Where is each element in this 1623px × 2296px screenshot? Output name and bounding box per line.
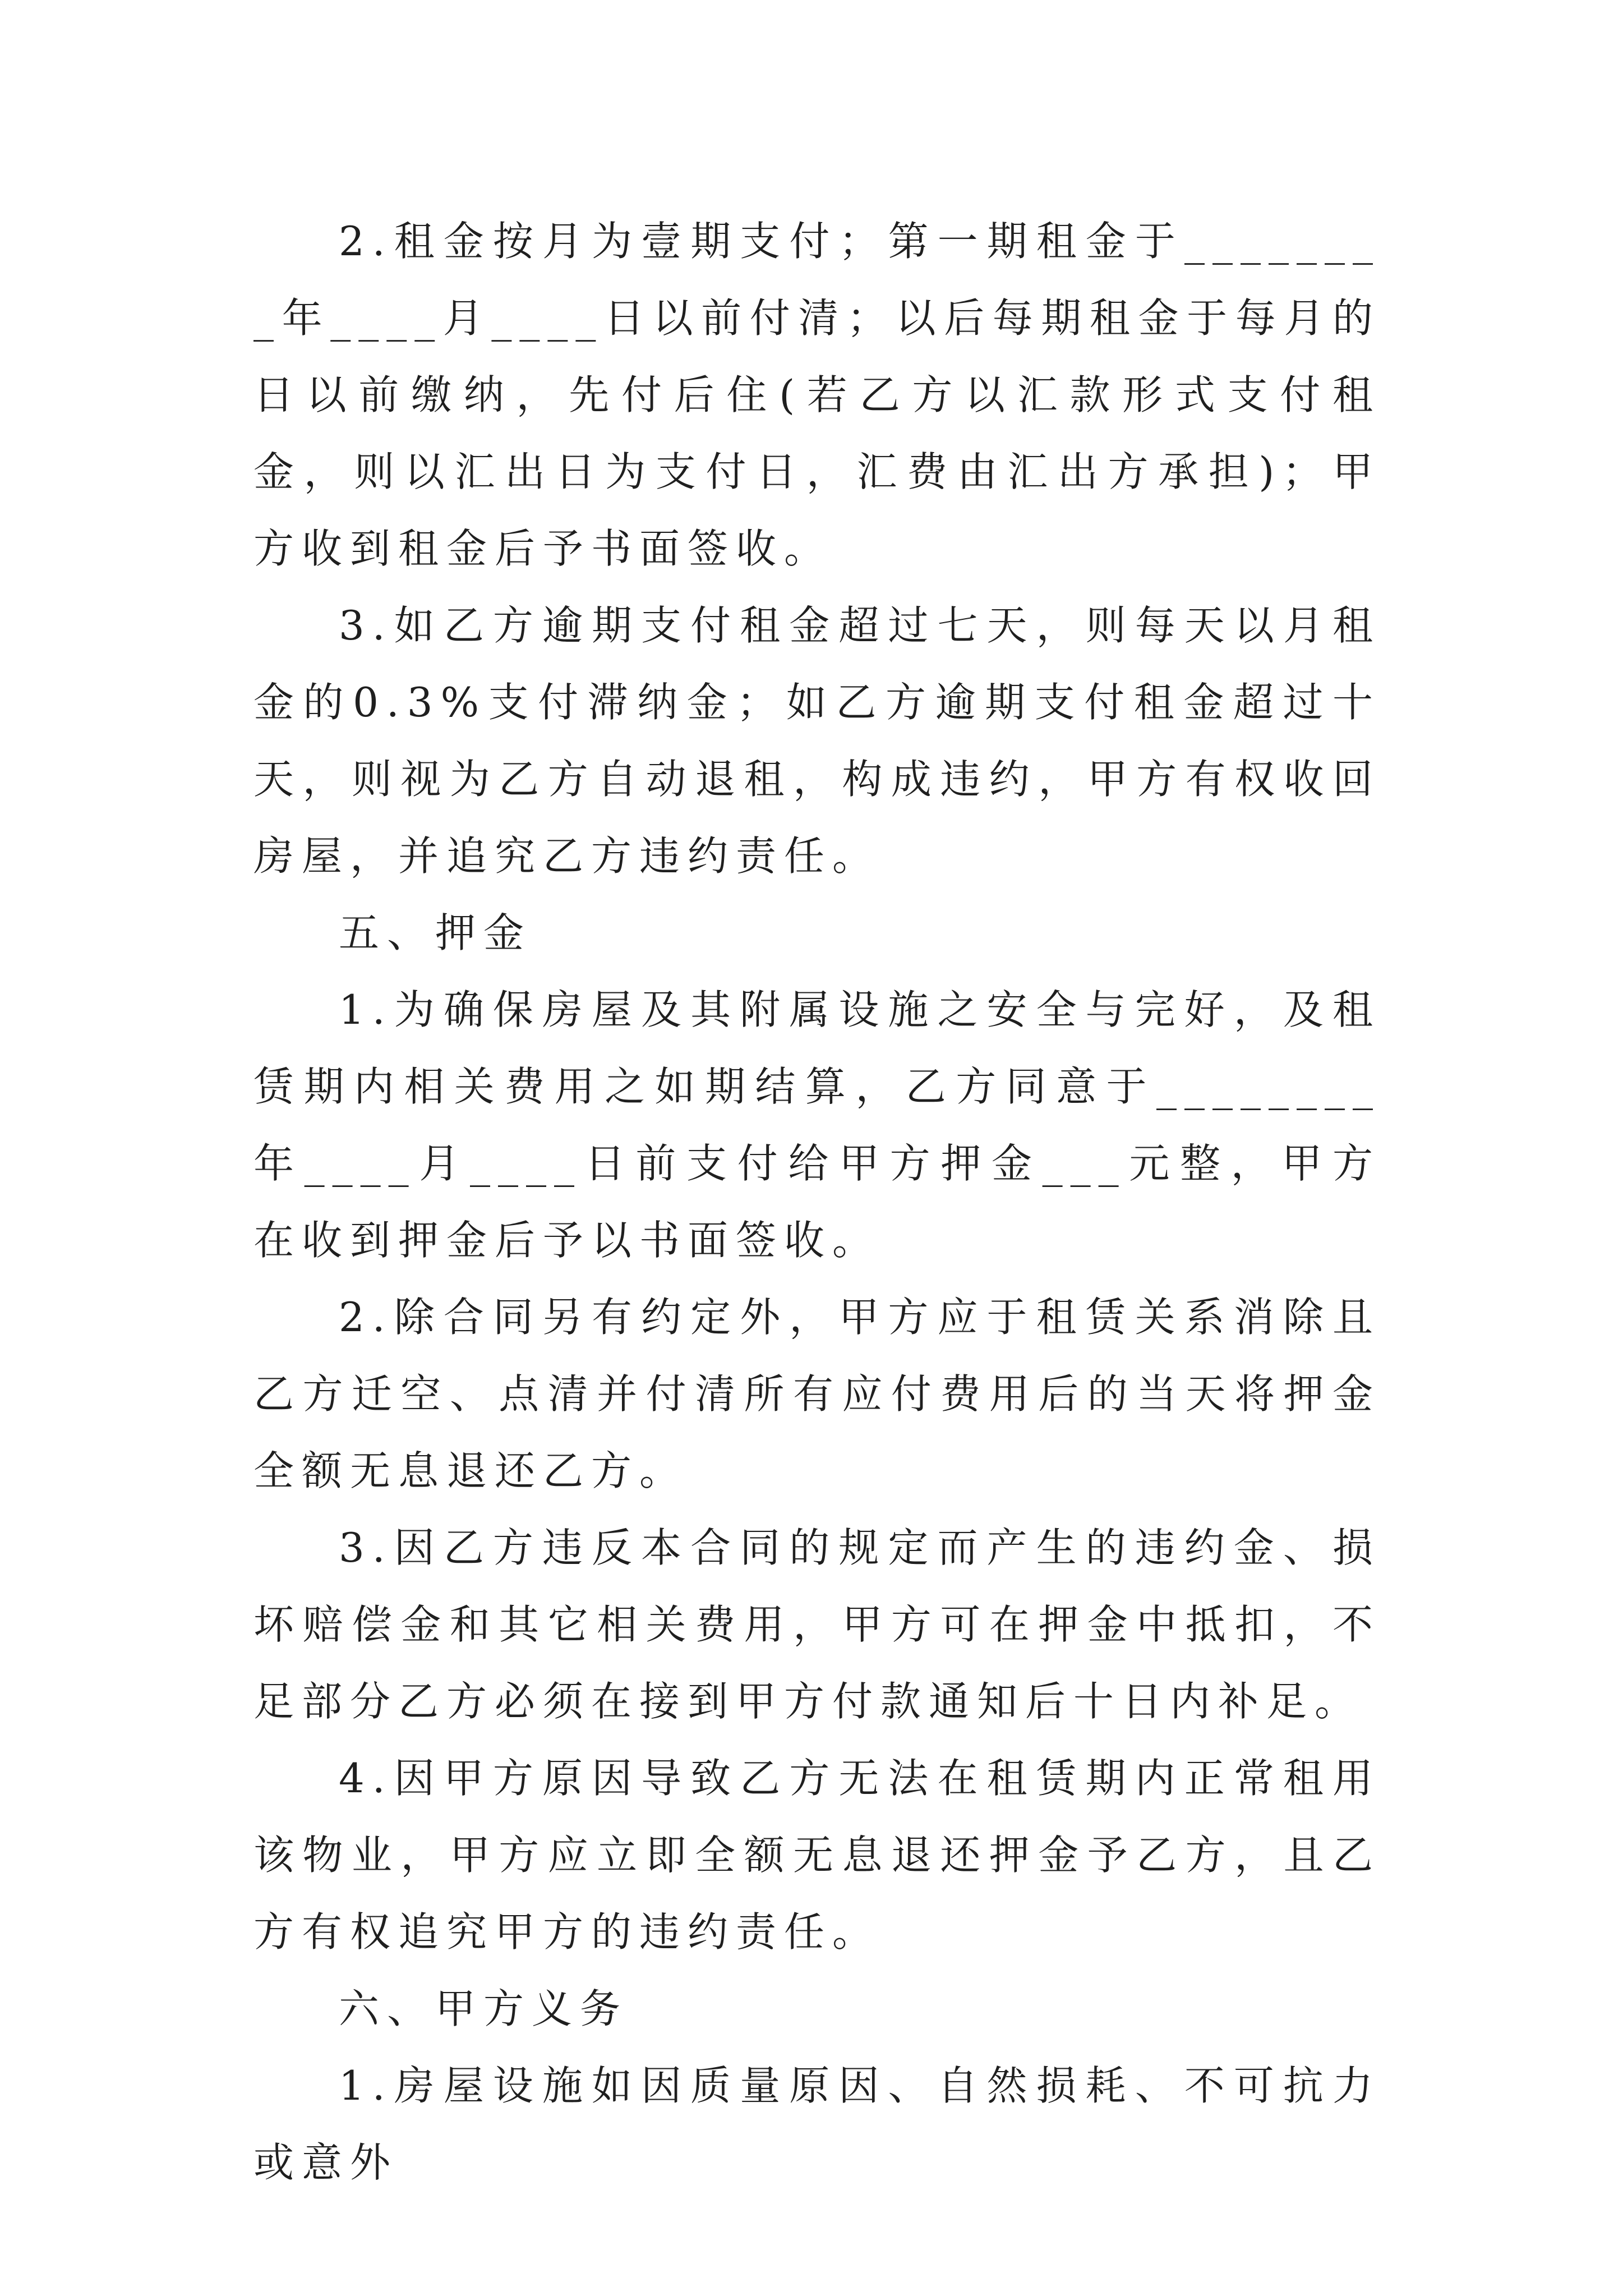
paragraph-deposit-refund: 2.除合同另有约定外，甲方应于租赁关系消除且乙方迁空、点清并付清所有应付费用后的当天将押金全额无息退还乙方。: [253, 1294, 1381, 1494]
paragraph-landlord-breach: 4.因甲方原因导致乙方无法在租赁期内正常租用该物业，甲方应立即全额无息退还押金予乙方，且乙方有权追究甲方的违约责任。: [253, 1755, 1381, 1955]
paragraph-facility-repair: 1.房屋设施如因质量原因、自然损耗、不可抗力或意外: [253, 2062, 1381, 2186]
document-body: [253, 203, 1381, 2201]
paragraph-rent-payment: 2.租金按月为壹期支付；第一期租金于________年____月____日以前付清；以后每期租金于每月的日以前缴纳，先付后住(若乙方以汇款形式支付租金，则以汇出日为支付日，汇费由汇出方承担)；甲方收到租金后予书面签收。: [253, 218, 1381, 572]
paragraph-deposit-payment: 1.为确保房屋及其附属设施之安全与完好，及租赁期内相关费用之如期结算，乙方同意于________年____月____日前支付给甲方押金___元整，甲方在收到押金后予以书面签收。: [253, 986, 1381, 1264]
section-heading-deposit: 五、押金: [339, 909, 532, 956]
paragraph-deposit-deduction: 3.因乙方违反本合同的规定而产生的违约金、损坏赔偿金和其它相关费用，甲方可在押金中抵扣，不足部分乙方必须在接到甲方付款通知后十日内补足。: [253, 1524, 1381, 1725]
section-heading-landlord-obligations: 六、甲方义务: [339, 1985, 629, 2032]
paragraph-late-payment: 3.如乙方逾期支付租金超过七天，则每天以月租金的0.3%支付滞纳金；如乙方逾期支付租金超过十天，则视为乙方自动退租，构成违约，甲方有权收回房屋，并追究乙方违约责任。: [253, 602, 1381, 880]
